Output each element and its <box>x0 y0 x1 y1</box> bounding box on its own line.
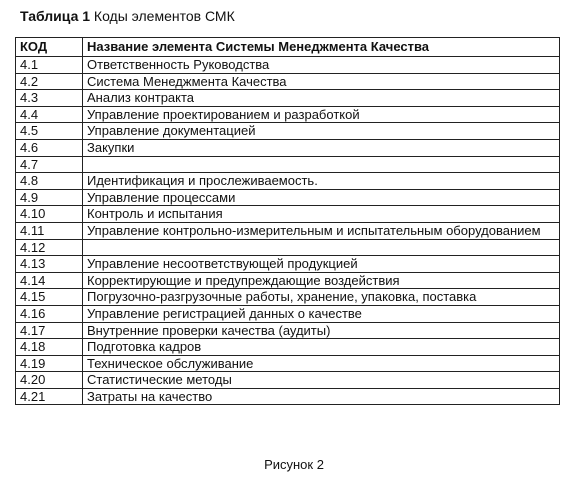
row-code: 4.8 <box>16 173 83 190</box>
row-code: 4.5 <box>16 123 83 140</box>
row-code: 4.12 <box>16 239 83 256</box>
row-name: Корректирующие и предупреждающие воздействия <box>83 272 560 289</box>
table-row <box>16 173 560 190</box>
row-name <box>83 156 560 173</box>
row-name: Закупки <box>83 139 560 156</box>
row-name: Система Менеджмента Качества <box>83 73 560 90</box>
row-name: Контроль и испытания <box>83 206 560 223</box>
row-code: 4.13 <box>16 256 83 273</box>
row-name: Анализ контракта <box>83 90 560 107</box>
row-code: 4.4 <box>16 106 83 123</box>
table-row <box>16 206 560 223</box>
row-name: Управление контрольно-измерительным и испытательным оборудованием <box>83 222 560 239</box>
table-header-row <box>16 38 560 57</box>
header-code: КОД <box>16 38 83 57</box>
table-row <box>16 372 560 389</box>
table-row <box>16 57 560 74</box>
row-name: Управление регистрацией данных о качестве <box>83 305 560 322</box>
table-row <box>16 289 560 306</box>
table-body <box>16 57 560 405</box>
row-code: 4.6 <box>16 139 83 156</box>
row-code: 4.3 <box>16 90 83 107</box>
row-code: 4.20 <box>16 372 83 389</box>
table-row <box>16 322 560 339</box>
table-row <box>16 355 560 372</box>
table-row <box>16 73 560 90</box>
table-row <box>16 139 560 156</box>
row-code: 4.19 <box>16 355 83 372</box>
row-name: Затраты на качество <box>83 388 560 405</box>
table-row <box>16 256 560 273</box>
qms-codes-table <box>15 37 560 405</box>
row-code: 4.7 <box>16 156 83 173</box>
row-code: 4.15 <box>16 289 83 306</box>
row-name <box>83 239 560 256</box>
table-row <box>16 90 560 107</box>
row-name: Идентификация и прослеживаемость. <box>83 173 560 190</box>
table-row <box>16 305 560 322</box>
row-name: Управление несоответствующей продукцией <box>83 256 560 273</box>
table-row <box>16 339 560 356</box>
table-title: Коды элементов СМК <box>93 8 235 24</box>
table-row <box>16 239 560 256</box>
table-row <box>16 222 560 239</box>
row-code: 4.17 <box>16 322 83 339</box>
row-name: Внутренние проверки качества (аудиты) <box>83 322 560 339</box>
table-row <box>16 189 560 206</box>
figure-label: Рисунок 2 <box>264 457 324 472</box>
table-row <box>16 388 560 405</box>
header-name: Название элемента Системы Менеджмента Качества <box>83 38 560 57</box>
table-row <box>16 106 560 123</box>
row-code: 4.18 <box>16 339 83 356</box>
row-name: Техническое обслуживание <box>83 355 560 372</box>
row-code: 4.16 <box>16 305 83 322</box>
table-caption <box>20 7 235 25</box>
row-name: Управление процессами <box>83 189 560 206</box>
row-name: Управление проектированием и разработкой <box>83 106 560 123</box>
row-code: 4.11 <box>16 222 83 239</box>
table-row <box>16 156 560 173</box>
table-row <box>16 272 560 289</box>
row-name: Управление документацией <box>83 123 560 140</box>
row-name: Ответственность Руководства <box>83 57 560 74</box>
row-code: 4.10 <box>16 206 83 223</box>
row-code: 4.9 <box>16 189 83 206</box>
row-code: 4.14 <box>16 272 83 289</box>
row-code: 4.21 <box>16 388 83 405</box>
table-number: Таблица 1 <box>20 8 91 24</box>
row-code: 4.1 <box>16 57 83 74</box>
row-name: Статистические методы <box>83 372 560 389</box>
row-name: Подготовка кадров <box>83 339 560 356</box>
table-row <box>16 123 560 140</box>
row-name: Погрузочно-разгрузочные работы, хранение, упаковка, поставка <box>83 289 560 306</box>
row-code: 4.2 <box>16 73 83 90</box>
